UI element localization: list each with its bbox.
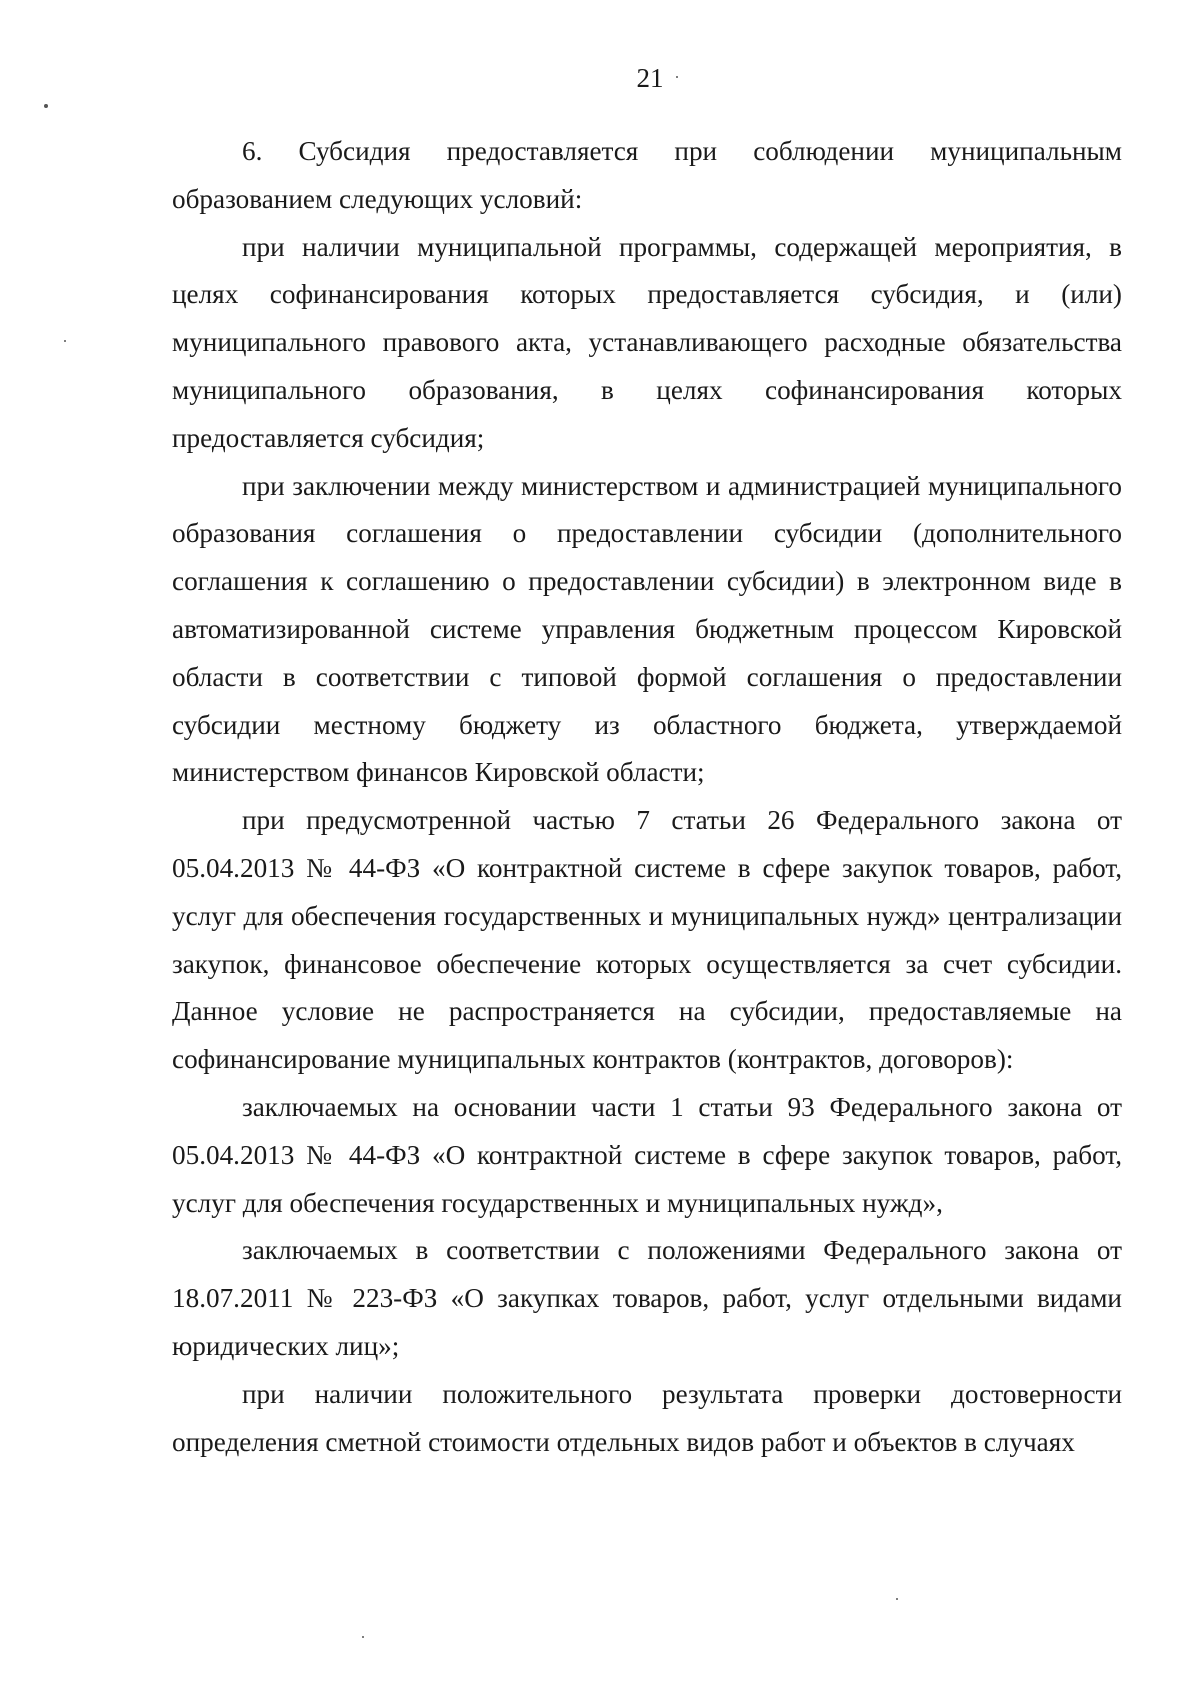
document-body [172,128,1122,1466]
paragraph-cost-verification: при наличии положительного результата проверки достоверности определения сметной стоимости отдельных видов работ и объектов в случаях [172,1378,1122,1457]
scan-speck [896,1598,898,1600]
paragraph-centralized-procurement: при предусмотренной частью 7 статьи 26 Федерального закона от 05.04.2013 № 44-ФЗ «О контрактной системе в сфере закупок товаров, работ, услуг для обеспечения государственных и муниципальных нужд» централизации закупок, финансовое обеспечение которых осуществляется за счет субсидии. Данное условие не распространяется на субсидии, предоставляемые на софинансирование муниципальных контрактов (контрактов, договоров): [172,805,1122,1075]
page-number: 21 [636,63,664,93]
paragraph-subsidy-conditions: 6. Субсидия предоставляется при соблюдении муниципальным образованием следующих условий: [172,136,1122,214]
paragraph-contracts-44fz: заключаемых на основании части 1 статьи 93 Федерального закона от 05.04.2013 № 44-ФЗ «О контрактной системе в сфере закупок товаров, работ, услуг для обеспечения государственных и муниципальных нужд», [172,1091,1122,1218]
scan-speck [44,104,48,108]
paragraph-municipal-program: при наличии муниципальной программы, содержащей мероприятия, в целях софинансирования которых предоставляется субсидия, и (или) муниципального правового акта, устанавливающего расходные обязательства муниципального образования, в целях софинансирования которых предоставляется субсидия; [172,231,1122,453]
scan-speck [64,340,66,342]
scan-speck [362,1636,364,1638]
paragraph-contracts-223fz: заключаемых в соответствии с положениями Федерального закона от 18.07.2011 № 223-ФЗ «О закупках товаров, работ, услуг отдельными видами юридических лиц»; [172,1235,1122,1361]
scan-speck [676,76,678,78]
paragraph-agreement: при заключении между министерством и администрацией муниципального образования соглашения о предоставлении субсидии (дополнительного соглашения к соглашению о предоставлении субсидии) в электронном виде в автоматизированной системе управления бюджетным процессом Кировской области в соответствии с типовой формой соглашения о предоставлении субсидии местному бюджету из областного бюджета, утверждаемой министерством финансов Кировской области; [172,470,1122,788]
